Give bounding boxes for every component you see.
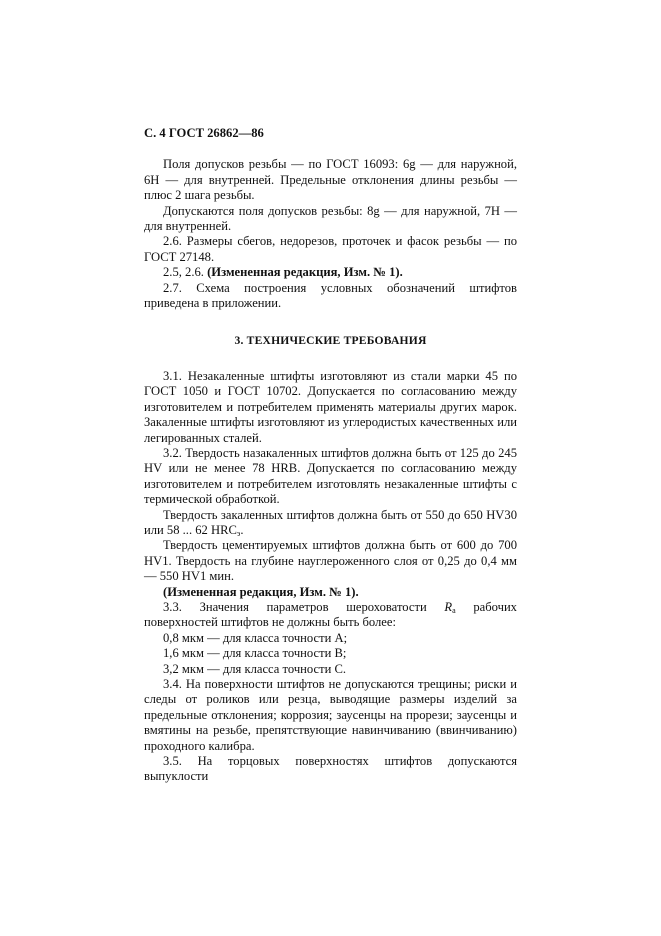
paragraph-hardened-hardness: Твердость закаленных штифтов должна быть от 550 до 650 HV30 или 58 ... 62 $HRC_э$. bbox=[144, 507, 517, 538]
paragraph-3-3: 3.3. Значения параметров шероховатости $R_a$ рабочих поверхностей штифтов не должны быть более: bbox=[144, 599, 517, 630]
document-page bbox=[144, 126, 517, 785]
clause-number: 2.5, 2.6. bbox=[163, 265, 204, 280]
roughness-class-a: 0,8 мкм — для класса точности A; bbox=[163, 630, 348, 645]
paragraph-thread-tolerances: Поля допусков резьбы — по ГОСТ 16093: 6g — для наружной, 6H — для внутренней. Предельные отклонения длины резьбы — плюс 2 шага резьбы. bbox=[144, 157, 517, 203]
paragraph-amendment: (Измененная редакция, Изм. № 1). bbox=[163, 584, 359, 599]
paragraph-cemented-hardness: Твердость цементируемых штифтов должна быть от 600 до 700 HV1. Твердость на глубине науглероженного слоя от 0,25 до 0,4 мм — 550 HV1 мин. bbox=[144, 538, 517, 584]
paragraph-2-7: 2.7. Схема построения условных обозначений штифтов приведена в приложении. bbox=[144, 280, 517, 311]
paragraph-2-5-amendment bbox=[144, 265, 517, 280]
roughness-class-b: 1,6 мкм — для класса точности B; bbox=[163, 646, 347, 661]
amendment-note: (Измененная редакция, Изм. № 1). bbox=[207, 265, 403, 280]
paragraph-allowed-tolerances: Допускаются поля допусков резьбы: 8g — для наружной, 7H — для внутренней. bbox=[144, 203, 517, 234]
paragraph-3-4: 3.4. На поверхности штифтов не допускаются трещины; риски и следы от роликов или резца, выводящие размеры изделий за предельные отклонения; коррозия; заусенцы на прорези; заусенцы и вмятины на резьбе, препятствующие навинчиванию (ввинчиванию) проходного калибра. bbox=[144, 677, 517, 753]
paragraph-2-6: 2.6. Размеры сбегов, недорезов, проточек и фасок резьбы — по ГОСТ 27148. bbox=[144, 234, 517, 264]
paragraph-3-2: 3.2. Твердость назакаленных штифтов должна быть от 125 до 245 HV или не менее 78 HRB. Допускается по согласованию между изготовителем и потребителем изготовлять незакаленные штифты с термической обработкой. bbox=[144, 445, 517, 507]
paragraph-3-1: 3.1. Незакаленные штифты изготовляют из стали марки 45 по ГОСТ 1050 и ГОСТ 10702. Допускается по согласованию между изготовителем и потребителем применять материалы других марок. Закаленные штифты изготовляют из углеродистых качественных или легированных сталей. bbox=[144, 368, 517, 445]
page-header: С. 4 ГОСТ 26862—86 bbox=[144, 126, 264, 140]
roughness-class-c: 3,2 мкм — для класса точности C. bbox=[163, 661, 347, 676]
section-title: 3. ТЕХНИЧЕСКИЕ ТРЕБОВАНИЯ bbox=[234, 334, 427, 348]
paragraph-3-5: 3.5. На торцовых поверхностях штифтов допускаются выпуклости bbox=[144, 754, 517, 784]
